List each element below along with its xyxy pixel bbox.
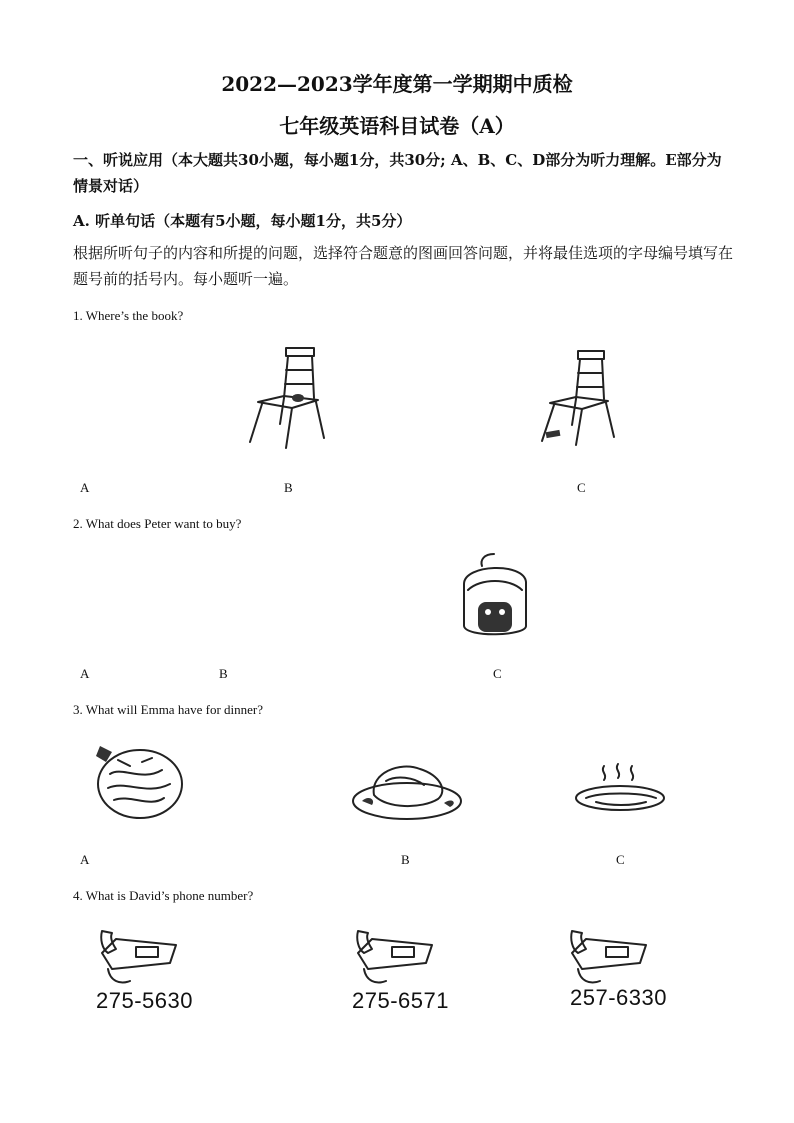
q1-option-a[interactable]: A: [80, 480, 90, 495]
q3-option-c[interactable]: C: [616, 852, 625, 867]
q3-option-b[interactable]: B: [401, 852, 410, 867]
chair-with-book-on-seat-image: [240, 340, 330, 452]
phone-number-b: 275-6571: [352, 988, 449, 1013]
telephone-icon: [352, 925, 438, 987]
question-4-text: 4. What is David’s phone number?: [73, 888, 254, 903]
phone-number-c: 257-6330: [570, 985, 667, 1010]
exam-subtitle: 七年级英语科目试卷（A）: [279, 114, 515, 138]
q2-option-c[interactable]: C: [493, 666, 502, 681]
hot-dog-image: [570, 762, 670, 814]
telephone-icon: [566, 925, 652, 987]
q1-option-c[interactable]: C: [577, 480, 586, 495]
roast-chicken-plate-image: [350, 755, 465, 823]
exam-title: 2022—2023学年度第一学期期中质检: [221, 72, 573, 96]
question-3-text: 3. What will Emma have for dinner?: [73, 702, 264, 717]
phone-number-a: 275-5630: [96, 988, 193, 1013]
chair-with-book-under-image: [530, 345, 620, 447]
noodle-soup-bowl-image: [90, 738, 190, 824]
section-heading: 一、听说应用（本大题共30小题，每小题1分，共30分; A、B、C、D部分为听力理解。E部分为情景对话）: [73, 151, 722, 195]
instructions: 根据所听句子的内容和所提的问题，选择符合题意的图画回答问题，并将最佳选项的字母编号填写在题号前的括号内。每小题听一遍。: [73, 244, 734, 288]
part-a-heading: A. 听单句话（本题有5小题，每小题1分，共5分）: [73, 212, 412, 230]
question-1-text: 1. Where’s the book?: [73, 308, 184, 323]
backpack-image: [450, 550, 540, 646]
question-2-text: 2. What does Peter want to buy?: [73, 516, 242, 531]
q3-option-a[interactable]: A: [80, 852, 90, 867]
q1-option-b[interactable]: B: [284, 480, 293, 495]
telephone-icon: [96, 925, 182, 987]
q2-option-b[interactable]: B: [219, 666, 228, 681]
q2-option-a[interactable]: A: [80, 666, 90, 681]
